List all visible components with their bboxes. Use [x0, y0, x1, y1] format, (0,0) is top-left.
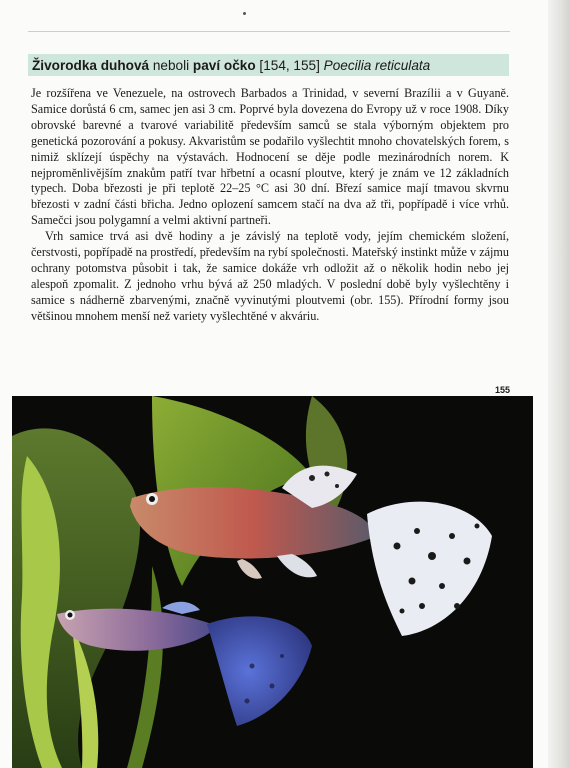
page-edge — [548, 0, 570, 768]
top-rule — [28, 31, 510, 32]
print-mark — [243, 12, 246, 15]
name-connector: neboli — [149, 57, 193, 73]
latin-name: Poecilia reticulata — [323, 57, 431, 73]
paragraph-2: Vrh samice trvá asi dvě hodiny a je závislý na teplotě vody, jejím chemickém složení, čerstvosti, popřípadě na prostředí, především na rybí společnosti. Mateřský instinkt může v zájmu ochrany potomstva působit i tak, že samice dokáže vrh odložit až o několik hodin nebo jej alespoň zpomalit. Z jednoho vrhu bývá až 250 mladých. V poslední době byly vyšlechtěny i samice s nádherně zbarvenými, značně vyvinutými ploutvemi (obr. 155). Přírodní formy jsou většinou mnohem menší než variety vyšlechtěné v akváriu. — [31, 229, 509, 323]
body-text — [31, 86, 509, 325]
paragraph-1: Je rozšířena ve Venezuele, na ostrovech Barbados a Trinidad, v severní Brazílii a v Guyaně. Samice dorůstá 6 cm, samec jen asi 3 cm. Poprvé byla dovezena do Evropy už v roce 1908. Díky obrovské barevné a tvarové variabilitě především samců se stala výborným objektem pro genetická pozorování a pokusy. Akvaristům se podařilo vyšlechtit mnoho chovatelských forem, s nimiž sklízejí úspěchy na výstavách. Hodnocení se děje podle mezinárodních norem. K nejproměnlivějším znakům patří tvar hřbetní a ocasní ploutve, který je znám ve 12 základních typech. Doba březosti je při teplotě 22–25 °C asi 30 dní. Březí samice mají tmavou skvrnu březosti v zadní části břicha. Jedno oplození samcem stačí na dva až tři, popřípadě i více vrhů. Samečci jsou polygamní a velmi aktivní partneři. — [31, 86, 509, 228]
guppy-photo — [12, 396, 533, 768]
alt-name: paví očko — [192, 57, 256, 73]
figure-refs: [154, 155] — [255, 57, 324, 73]
common-name: Živorodka duhová — [32, 57, 150, 73]
page-number: 155 — [494, 385, 510, 395]
guppy-illustration — [12, 396, 533, 768]
species-heading — [28, 54, 509, 76]
